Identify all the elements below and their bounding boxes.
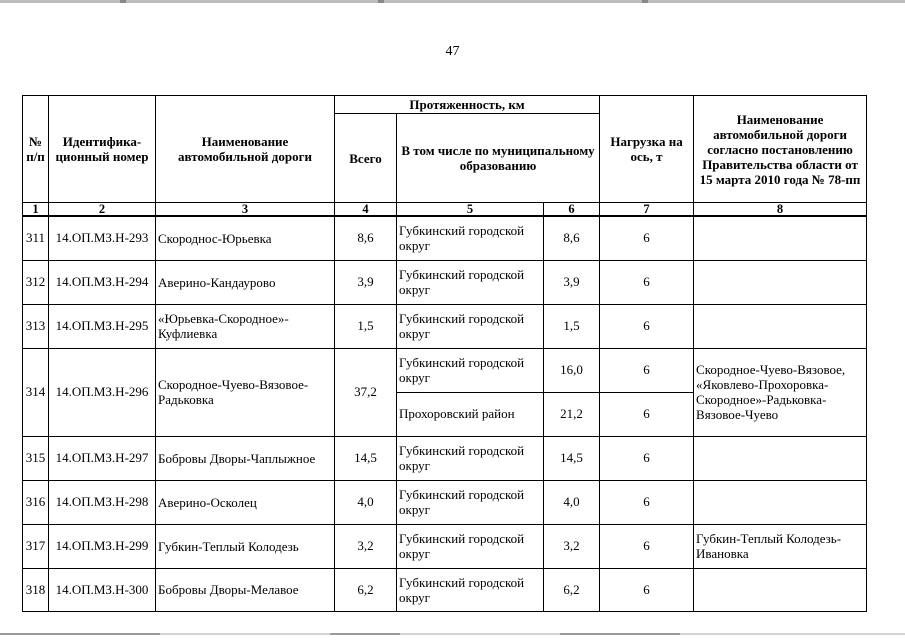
- row-axle-load: 6: [600, 392, 694, 436]
- row-district-km: 16,0: [544, 348, 600, 392]
- scan-artifact: [642, 0, 648, 3]
- table-row: [23, 480, 867, 524]
- column-number: 5: [397, 203, 544, 217]
- row-axle-load: 6: [600, 260, 694, 304]
- row-district-km: 4,0: [544, 480, 600, 524]
- row-district: Губкинский городской округ: [397, 260, 544, 304]
- row-total-km: 37,2: [335, 348, 397, 436]
- scan-artifact: [330, 633, 400, 635]
- header-axle-load: Нагрузка на ось, т: [600, 96, 694, 203]
- row-road-name: Скородное-Чуево-Вязовое-Радьковка: [156, 348, 335, 436]
- row-decree-name: Губкин-Теплый Колодезь-Ивановка: [694, 524, 867, 568]
- row-road-name: Бобровы Дворы-Чаплыжное: [156, 436, 335, 480]
- row-no: 316: [23, 480, 49, 524]
- row-road-name: Скороднос-Юрьевка: [156, 216, 335, 260]
- row-district-km: 3,2: [544, 524, 600, 568]
- row-id: 14.ОП.МЗ.Н-293: [49, 216, 156, 260]
- row-road-name: Бобровы Дворы-Мелавое: [156, 568, 335, 611]
- table-row: [23, 348, 867, 392]
- scan-top-edge: [0, 0, 905, 3]
- scan-artifact: [560, 633, 680, 635]
- row-district-km: 6,2: [544, 568, 600, 611]
- scan-bottom-edge: [0, 633, 905, 635]
- row-id: 14.ОП.МЗ.Н-298: [49, 480, 156, 524]
- row-total-km: 4,0: [335, 480, 397, 524]
- row-decree-name: [694, 436, 867, 480]
- row-district: Губкинский городской округ: [397, 524, 544, 568]
- roads-table: [22, 95, 867, 612]
- table-row: [23, 436, 867, 480]
- row-district-km: 3,9: [544, 260, 600, 304]
- scan-artifact: [120, 0, 126, 3]
- row-district-km: 14,5: [544, 436, 600, 480]
- page-number: 47: [445, 44, 460, 59]
- row-no: 314: [23, 348, 49, 436]
- row-axle-load: 6: [600, 436, 694, 480]
- row-road-name: Аверино-Осколец: [156, 480, 335, 524]
- row-district: Губкинский городской округ: [397, 216, 544, 260]
- row-district: Губкинский городской округ: [397, 436, 544, 480]
- row-total-km: 3,2: [335, 524, 397, 568]
- row-total-km: 8,6: [335, 216, 397, 260]
- table-row: [23, 216, 867, 260]
- row-total-km: 14,5: [335, 436, 397, 480]
- row-id: 14.ОП.МЗ.Н-300: [49, 568, 156, 611]
- row-id: 14.ОП.МЗ.Н-294: [49, 260, 156, 304]
- table-row: [23, 568, 867, 611]
- row-total-km: 1,5: [335, 304, 397, 348]
- column-number: 3: [156, 203, 335, 217]
- row-decree-name: [694, 216, 867, 260]
- row-no: 311: [23, 216, 49, 260]
- table-row: [23, 260, 867, 304]
- header-total: Всего: [335, 114, 397, 203]
- column-number: 6: [544, 203, 600, 217]
- table-row: [23, 304, 867, 348]
- header-no: № п/п: [23, 96, 49, 203]
- column-number: 4: [335, 203, 397, 217]
- row-axle-load: 6: [600, 524, 694, 568]
- row-district: Губкинский городской округ: [397, 304, 544, 348]
- row-id: 14.ОП.МЗ.Н-299: [49, 524, 156, 568]
- row-road-name: Аверино-Кандаурово: [156, 260, 335, 304]
- column-number: 7: [600, 203, 694, 217]
- row-total-km: 3,9: [335, 260, 397, 304]
- header-length: Протяженность, км: [335, 96, 600, 114]
- row-id: 14.ОП.МЗ.Н-297: [49, 436, 156, 480]
- row-decree-name: Скородное-Чуево-Вязовое, «Яковлево-Прохоровка-Скородное»-Радьковка-Вязовое-Чуево: [694, 348, 867, 436]
- header-municipal: В том числе по муниципальному образованию: [397, 114, 600, 203]
- row-district: Губкинский городской округ: [397, 480, 544, 524]
- header-id: Идентифика-ционный номер: [49, 96, 156, 203]
- row-no: 318: [23, 568, 49, 611]
- row-decree-name: [694, 260, 867, 304]
- row-no: 315: [23, 436, 49, 480]
- row-district: Губкинский городской округ: [397, 568, 544, 611]
- column-number: 2: [49, 203, 156, 217]
- row-road-name: Губкин-Теплый Колодезь: [156, 524, 335, 568]
- row-district: Прохоровский район: [397, 392, 544, 436]
- scan-artifact: [378, 0, 384, 3]
- row-district-km: 21,2: [544, 392, 600, 436]
- row-axle-load: 6: [600, 304, 694, 348]
- table-row: [23, 524, 867, 568]
- column-number: 8: [694, 203, 867, 217]
- row-decree-name: [694, 304, 867, 348]
- row-no: 313: [23, 304, 49, 348]
- row-id: 14.ОП.МЗ.Н-295: [49, 304, 156, 348]
- row-district-km: 1,5: [544, 304, 600, 348]
- column-number: 1: [23, 203, 49, 217]
- row-road-name: «Юрьевка-Скородное»-Куфлиевка: [156, 304, 335, 348]
- row-total-km: 6,2: [335, 568, 397, 611]
- row-axle-load: 6: [600, 348, 694, 392]
- row-district-km: 8,6: [544, 216, 600, 260]
- header-road-name: Наименование автомобильной дороги: [156, 96, 335, 203]
- row-decree-name: [694, 568, 867, 611]
- scan-artifact: [0, 633, 160, 635]
- header-decree-name: Наименование автомобильной дороги согласно постановлению Правительства области от 15 марта 2010 года № 78-пп: [694, 96, 867, 203]
- row-id: 14.ОП.МЗ.Н-296: [49, 348, 156, 436]
- row-axle-load: 6: [600, 568, 694, 611]
- row-no: 312: [23, 260, 49, 304]
- row-axle-load: 6: [600, 480, 694, 524]
- row-district: Губкинский городской округ: [397, 348, 544, 392]
- row-decree-name: [694, 480, 867, 524]
- row-axle-load: 6: [600, 216, 694, 260]
- row-no: 317: [23, 524, 49, 568]
